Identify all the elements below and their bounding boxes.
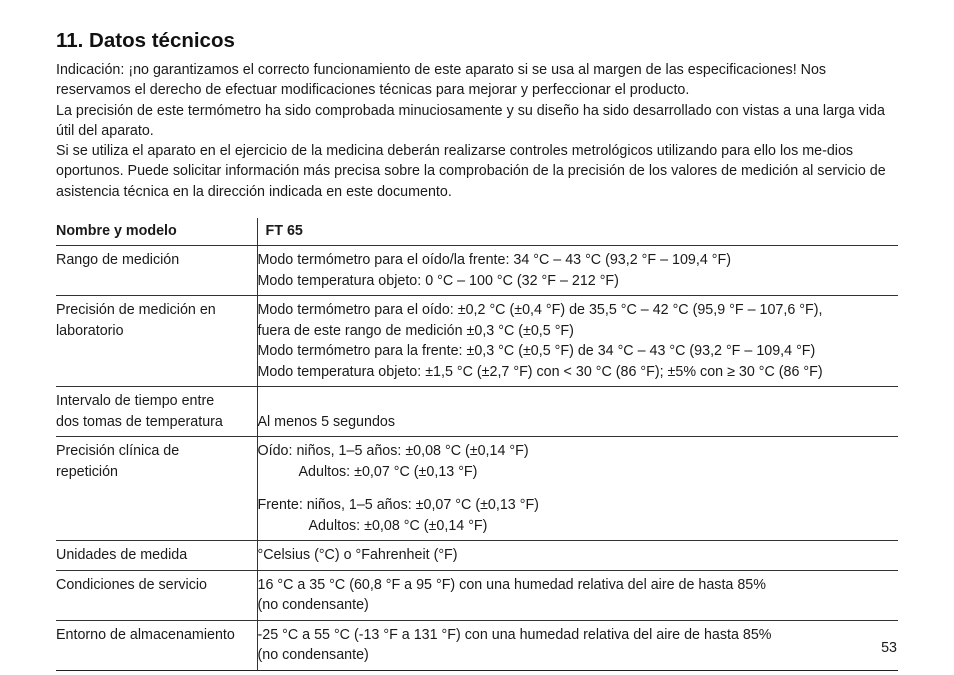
- intro-paragraph-metrology: Si se utiliza el aparato en el ejercicio de la medicina deberán realizarse controles metrológicos utilizando para ello los me-dios oportunos. Puede solicitar información más precisa sobre la comprobación de la precisión de los valores de medición al servicio de asistencia técnica en la dirección indicada en este documento.: [56, 143, 886, 200]
- header-label: Nombre y modelo: [56, 218, 257, 246]
- spec-row-measurement-interval: [56, 387, 898, 437]
- spec-value-line: -25 °C a 55 °C (-13 °F a 131 °F) con una humedad relativa del aire de hasta 85%: [257, 626, 772, 643]
- spec-value-line: Adultos: ±0,08 °C (±0,14 °F): [308, 517, 488, 534]
- intro-paragraph-precision: La precisión de este termómetro ha sido comprobada minuciosamente y su diseño ha sido desarrollado con vistas a una larga vida útil del aparato.: [56, 102, 885, 139]
- spec-label-line: Intervalo de tiempo entre: [56, 393, 215, 409]
- spec-label-line: Unidades de medida: [56, 547, 188, 563]
- spec-value-gap: [258, 482, 899, 495]
- spec-label: [56, 296, 257, 387]
- spec-label-line: laboratorio: [56, 322, 124, 339]
- spec-label-line: Entorno de almacenamiento: [56, 626, 235, 643]
- page-content: [56, 28, 898, 202]
- spec-row-storage-conditions: [56, 620, 898, 670]
- spec-label: [56, 570, 257, 620]
- spec-value: [257, 296, 898, 387]
- spec-row-units: [56, 541, 898, 571]
- spec-value-line: Frente: niños, 1–5 años: ±0,07 °C (±0,13 °F): [257, 497, 539, 513]
- spec-label: [56, 387, 257, 437]
- spec-value-line: 16 °C a 35 °C (60,8 °F a 95 °F) con una humedad relativa del aire de hasta 85%: [257, 576, 766, 593]
- spec-row-measurement-range: [56, 246, 898, 296]
- spec-value-line: (no condensante): [257, 647, 369, 663]
- specs-table: [56, 218, 898, 671]
- spec-value: [257, 620, 898, 670]
- spec-value-line: °Celsius (°C) o °Fahrenheit (°F): [257, 547, 458, 563]
- spec-label-line: Condiciones de servicio: [56, 576, 207, 593]
- spec-value-line: fuera de este rango de medición ±0,3 °C (±0,5 °F): [257, 322, 574, 339]
- spec-row-clinical-repeatability: [56, 437, 898, 541]
- header-value: FT 65: [257, 218, 898, 246]
- specs-header-row: [56, 218, 898, 246]
- spec-value-line: Al menos 5 segundos: [257, 413, 395, 430]
- spec-label-line: repetición: [56, 463, 118, 480]
- spec-value-line: Modo termómetro para la frente: ±0,3 °C (±0,5 °F) de 34 °C – 43 °C (93,2 °F – 109,4 °F): [257, 343, 816, 359]
- spec-label: [56, 437, 257, 541]
- spec-value: [257, 246, 898, 296]
- spec-value-line: Modo termómetro para el oído: ±0,2 °C (±0,4 °F) de 35,5 °C – 42 °C (95,9 °F – 107,6 °F),: [257, 302, 823, 318]
- spec-value-line: Modo termómetro para el oído/la frente: 34 °C – 43 °C (93,2 °F – 109,4 °F): [257, 252, 731, 268]
- spec-label-line: Rango de medición: [56, 252, 180, 268]
- spec-value-line: Oído: niños, 1–5 años: ±0,08 °C (±0,14 °F): [257, 443, 529, 459]
- spec-label: [56, 620, 257, 670]
- spec-value-line: Modo temperatura objeto: 0 °C – 100 °C (32 °F – 212 °F): [257, 272, 619, 289]
- page-number: 53: [881, 640, 897, 656]
- intro-text: [56, 60, 898, 202]
- spec-value: [257, 437, 898, 541]
- spec-label: [56, 246, 257, 296]
- spec-value-line: Adultos: ±0,07 °C (±0,13 °F): [298, 463, 478, 480]
- spec-row-lab-accuracy: [56, 296, 898, 387]
- spec-value-line: Modo temperatura objeto: ±1,5 °C (±2,7 °F) con < 30 °C (86 °F); ±5% con ≥ 30 °C (86 °F): [257, 363, 823, 380]
- spec-label-line: Precisión clínica de: [56, 443, 180, 459]
- spec-value-spacer: [258, 391, 899, 412]
- spec-value: [257, 570, 898, 620]
- spec-value: [257, 541, 898, 571]
- spec-value: [257, 387, 898, 437]
- spec-row-operating-conditions: [56, 570, 898, 620]
- spec-label-line: dos tomas de temperatura: [56, 413, 223, 430]
- spec-label-line: Precisión de medición en: [56, 302, 216, 318]
- spec-value-line: (no condensante): [257, 597, 369, 613]
- section-title: 11. Datos técnicos: [56, 29, 235, 52]
- spec-label: [56, 541, 257, 571]
- intro-paragraph-disclaimer: Indicación: ¡no garantizamos el correcto funcionamiento de este aparato si se usa al margen de las especificaciones! Nos reservamos el derecho de efectuar modificaciones técnicas para mejorar y perfeccionar el producto.: [56, 62, 827, 99]
